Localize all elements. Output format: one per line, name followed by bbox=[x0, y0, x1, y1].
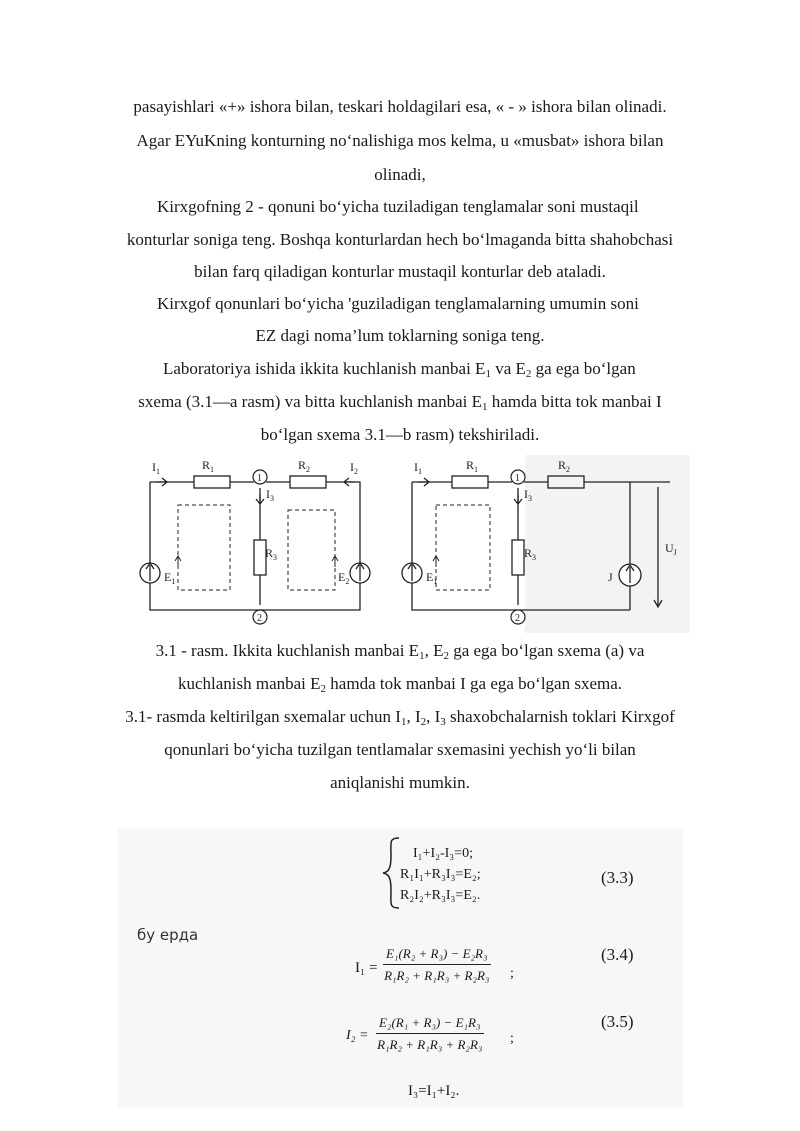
system-line-1: I₁+I₂-I₃=0; bbox=[413, 846, 473, 861]
label-b-J: J bbox=[608, 570, 613, 584]
text-line-5: konturlar soniga teng. Boshqa konturlardan hech bo‘lmaganda bitta shahobchasi bbox=[126, 230, 674, 249]
eq-3-6: I₃=I₁+I₂. bbox=[408, 1083, 460, 1099]
eq-3-5-fraction bbox=[376, 1015, 484, 1053]
para-line-3: aniqlanishi mumkin. bbox=[330, 773, 470, 792]
system-line-2: R₁I₁+R₃I₃=E₂; bbox=[400, 867, 481, 882]
label-a-I3: $I_3$ bbox=[266, 487, 274, 503]
text-line-6: bilan farq qiladigan konturlar mustaqil konturlar deb ataladi. bbox=[194, 262, 606, 281]
caption-line-2: kuchlanish manbai $E_2$ hamda tok manbai I ga ega bo‘lgan sxema. bbox=[177, 674, 623, 695]
label-a-R2: $R_2$ bbox=[298, 458, 311, 474]
equation-number-3-4: (3.4) bbox=[601, 945, 634, 964]
equation-number-3-5: (3.5) bbox=[601, 1012, 634, 1031]
circuit-a bbox=[140, 476, 370, 610]
eq-3-5-numerator: E₂(R₁ + R₃) − E₁R₃ bbox=[376, 1015, 484, 1034]
label-b-R1: $R_1$ bbox=[466, 458, 479, 474]
eq-3-4-fraction bbox=[383, 946, 491, 984]
eq-3-4-numerator: E₁(R₂ + R₃) − E₂R₃ bbox=[383, 946, 491, 965]
label-b-node1: 1 bbox=[515, 473, 520, 484]
para-line-1: 3.1- rasmda keltirilgan sxemalar uchun $I_1$, $I_2$, $I_3$ shaxobchalarnish toklari Kirxgof bbox=[125, 707, 675, 728]
eq-3-5-denominator: R₁R₂ + R₁R₃ + R₂R₃ bbox=[377, 1037, 483, 1052]
label-a-E2: $E_2$ bbox=[338, 570, 350, 586]
lab-line-3: bo‘lgan sxema 3.1—b rasm) tekshiriladi. bbox=[260, 425, 540, 444]
text-line-4: Kirxgofning 2 - qonuni bo‘yicha tuziladigan tenglamalar soni mustaqil bbox=[157, 197, 639, 216]
eq-3-5-tail: ; bbox=[510, 1031, 514, 1046]
text-line-2: Agar EYuKning konturning no‘nalishiga mos kelma, u «musbat» ishora bilan bbox=[136, 131, 664, 150]
lab-line-2: sxema (3.1—a rasm) va bitta kuchlanish manbai $E_1$ hamda bitta tok manbai I bbox=[138, 392, 662, 413]
label-b-node2: 2 bbox=[515, 613, 520, 624]
label-a-R1: $R_1$ bbox=[202, 458, 215, 474]
label-b-I1: $I_1$ bbox=[414, 460, 422, 476]
label-b-R3: $R_3$ bbox=[524, 546, 537, 562]
text-line-1: pasayishlari «+» ishora bilan, teskari holdagilari esa, « - » ishora bilan olinadi. bbox=[133, 97, 667, 116]
equation-number-3-3: (3.3) bbox=[601, 868, 634, 887]
label-a-node1: 1 bbox=[257, 473, 262, 484]
caption-line-1: 3.1 - rasm. Ikkita kuchlanish manbai $E_1$, $E_2$ ga ega bo‘lgan sxema (a) va bbox=[155, 641, 645, 662]
label-a-R3: $R_3$ bbox=[265, 546, 278, 562]
eq-3-5-lhs: I₂ = bbox=[346, 1028, 369, 1043]
label-a-I2: $I_2$ bbox=[350, 460, 358, 476]
label-a-node2: 2 bbox=[257, 613, 262, 624]
eq-3-4-tail: ; bbox=[510, 966, 514, 981]
label-b-U: $U_J$ bbox=[665, 541, 677, 557]
label-b-R2: $R_2$ bbox=[558, 458, 571, 474]
eq-3-4-lhs: I₁ = bbox=[355, 960, 378, 976]
system-line-3: R₂I₂+R₃I₃=E₂. bbox=[400, 888, 481, 903]
system-brace bbox=[381, 836, 401, 910]
text-line-7: Kirxgof qonunlari bo‘yicha 'guziladigan tenglamalarning umumin soni bbox=[157, 294, 639, 313]
label-a-E1: $E_1$ bbox=[164, 570, 176, 586]
text-line-8: EZ dagi noma’lum toklarning soniga teng. bbox=[255, 326, 545, 345]
eq-3-4-denominator: R₁R₂ + R₁R₃ + R₂R₃ bbox=[384, 968, 490, 983]
label-b-I3: $I_3$ bbox=[524, 487, 532, 503]
circuit-figure bbox=[130, 455, 690, 633]
text-line-3: olinadi, bbox=[374, 165, 426, 184]
lab-line-1: Laboratoriya ishida ikkita kuchlanish manbai $E_1$ va $E_2$ ga ega bo‘lgan bbox=[163, 359, 636, 380]
label-b-E1: $E_1$ bbox=[426, 570, 438, 586]
where-label: бу ерда bbox=[137, 926, 199, 944]
label-a-I1: $I_1$ bbox=[152, 460, 160, 476]
circuit-a-labels bbox=[152, 458, 358, 624]
para-line-2: qonunlari bo‘yicha tuzilgan tentlamalar sxemasini yechish yo‘li bilan bbox=[164, 740, 636, 759]
